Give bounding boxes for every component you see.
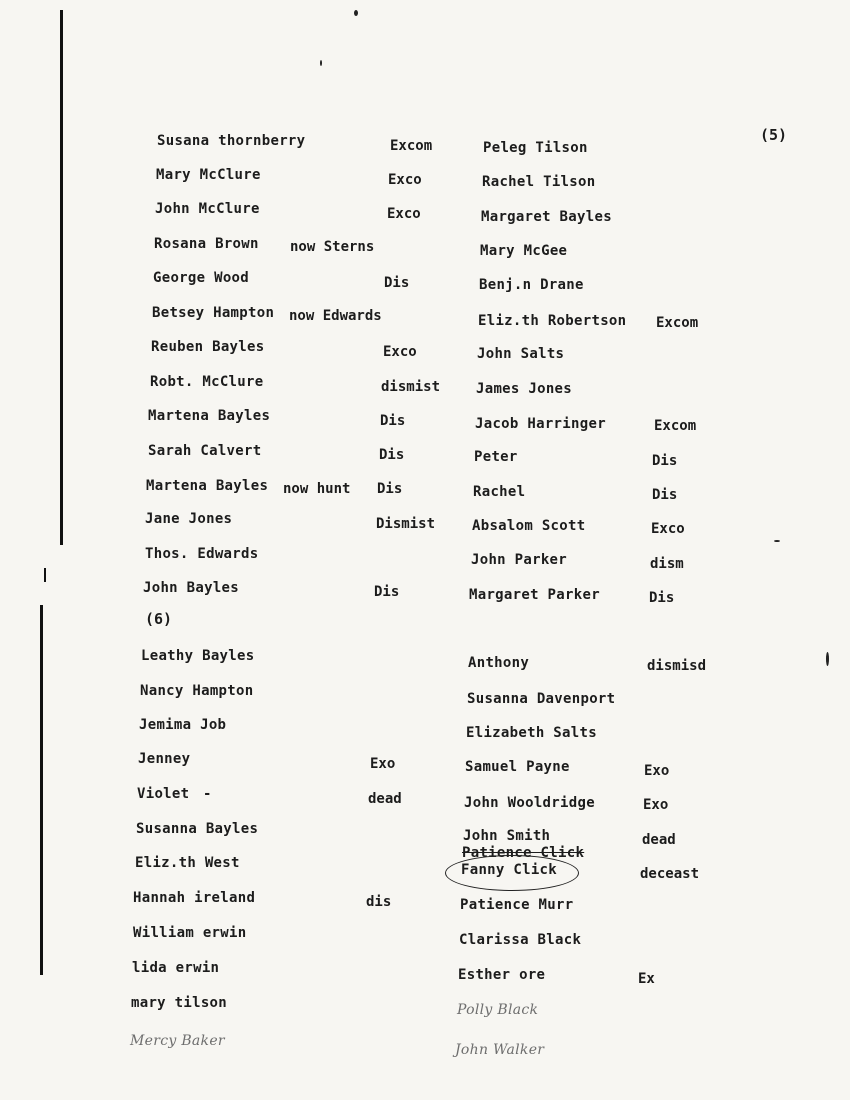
left-name: Reuben Bayles bbox=[151, 339, 265, 355]
margin-rule-upper bbox=[60, 10, 63, 545]
left-note: - bbox=[203, 786, 212, 802]
left-status: Exo bbox=[370, 756, 396, 772]
left-status: Dis bbox=[384, 275, 410, 291]
left-name: Rosana Brown bbox=[154, 236, 259, 252]
right-name: Peleg Tilson bbox=[483, 140, 588, 156]
right-name: James Jones bbox=[476, 381, 573, 397]
right-status: Exo bbox=[644, 763, 670, 779]
right-name: Susanna Davenport bbox=[467, 691, 616, 707]
left-name: Betsey Hampton bbox=[152, 305, 275, 321]
left-name: Mercy Baker bbox=[130, 1033, 225, 1049]
left-name: Sarah Calvert bbox=[148, 443, 262, 459]
right-name: Rachel Tilson bbox=[482, 174, 596, 190]
ink-speck bbox=[320, 60, 322, 66]
right-name: Anthony bbox=[468, 655, 530, 671]
left-status: Dis bbox=[377, 481, 403, 497]
left-name: Susana thornberry bbox=[157, 133, 306, 149]
right-name: John Parker bbox=[471, 552, 568, 568]
right-name: Rachel bbox=[473, 484, 526, 500]
right-status: Excom bbox=[656, 315, 699, 331]
left-note: now hunt bbox=[283, 481, 351, 497]
left-status: Excom bbox=[390, 138, 433, 154]
left-name: George Wood bbox=[153, 270, 250, 286]
left-name: John McClure bbox=[155, 201, 260, 217]
margin-tick bbox=[44, 568, 46, 582]
right-status: Exco bbox=[651, 521, 685, 537]
left-status: Dismist bbox=[376, 516, 436, 532]
left-name: Violet bbox=[137, 786, 190, 802]
right-status: Ex bbox=[638, 971, 655, 987]
right-name: Elizabeth Salts bbox=[466, 725, 597, 741]
left-status: Dis bbox=[380, 413, 406, 429]
left-name: Jenney bbox=[138, 751, 191, 767]
left-name: mary tilson bbox=[131, 995, 228, 1011]
right-status: Dis bbox=[649, 590, 675, 606]
left-name: Thos. Edwards bbox=[145, 546, 259, 562]
right-status: dead bbox=[642, 832, 676, 848]
left-note: now Sterns bbox=[290, 239, 375, 255]
ink-speck bbox=[826, 652, 829, 666]
section-number: (6) bbox=[145, 610, 173, 628]
right-name: Benj.n Drane bbox=[479, 277, 584, 293]
right-name: Jacob Harringer bbox=[475, 416, 606, 432]
right-name: Mary McGee bbox=[480, 243, 568, 259]
left-status: dismist bbox=[381, 379, 441, 395]
right-name: Margaret Bayles bbox=[481, 209, 612, 225]
right-name: John Salts bbox=[477, 346, 565, 362]
right-name: Esther ore bbox=[458, 967, 546, 983]
right-status: Dis bbox=[652, 487, 678, 503]
left-name: Jemima Job bbox=[139, 717, 227, 733]
right-name: John Wooldridge bbox=[464, 795, 595, 811]
left-name: Jane Jones bbox=[145, 511, 233, 527]
left-status: Dis bbox=[374, 584, 400, 600]
right-status: Dis bbox=[652, 453, 678, 469]
left-name: Leathy Bayles bbox=[141, 648, 255, 664]
left-status: Exco bbox=[383, 344, 417, 360]
ink-speck bbox=[774, 540, 780, 542]
right-status: Excom bbox=[654, 418, 697, 434]
right-status: dism bbox=[650, 556, 684, 572]
left-name: Susanna Bayles bbox=[136, 821, 259, 837]
left-status: Exco bbox=[387, 206, 421, 222]
left-name: William erwin bbox=[133, 925, 247, 941]
margin-rule-lower bbox=[40, 605, 43, 975]
right-name: Patience Murr bbox=[460, 897, 574, 913]
left-status: dead bbox=[368, 791, 402, 807]
left-name: Martena Bayles bbox=[148, 408, 271, 424]
left-name: Hannah ireland bbox=[133, 890, 256, 906]
left-name: Robt. McClure bbox=[150, 374, 264, 390]
right-status: dismisd bbox=[647, 658, 707, 674]
left-name: Nancy Hampton bbox=[140, 683, 254, 699]
left-name: John Bayles bbox=[143, 580, 240, 596]
ink-speck bbox=[354, 10, 358, 16]
right-status: Exo bbox=[643, 797, 669, 813]
right-name: Absalom Scott bbox=[472, 518, 586, 534]
left-status: Dis bbox=[379, 447, 405, 463]
right-name-struck: Patience Click bbox=[462, 845, 585, 861]
right-name: Clarissa Black bbox=[459, 932, 582, 948]
right-name: John Smith bbox=[463, 828, 551, 844]
right-status: deceast bbox=[640, 866, 700, 882]
left-name: lida erwin bbox=[132, 960, 220, 976]
right-name: Peter bbox=[474, 449, 518, 465]
right-name: Margaret Parker bbox=[469, 587, 600, 603]
left-status: Exco bbox=[388, 172, 422, 188]
right-name: Polly Black bbox=[457, 1002, 539, 1018]
right-name: Fanny Click bbox=[461, 862, 558, 878]
left-name: Eliz.th West bbox=[135, 855, 240, 871]
left-status: dis bbox=[366, 894, 392, 910]
page-number: (5) bbox=[760, 126, 788, 144]
left-name: Martena Bayles bbox=[146, 478, 269, 494]
right-name: Eliz.th Robertson bbox=[478, 313, 627, 329]
left-name: Mary McClure bbox=[156, 167, 261, 183]
right-name: John Walker bbox=[455, 1042, 545, 1058]
left-note: now Edwards bbox=[289, 308, 382, 324]
right-name: Samuel Payne bbox=[465, 759, 570, 775]
